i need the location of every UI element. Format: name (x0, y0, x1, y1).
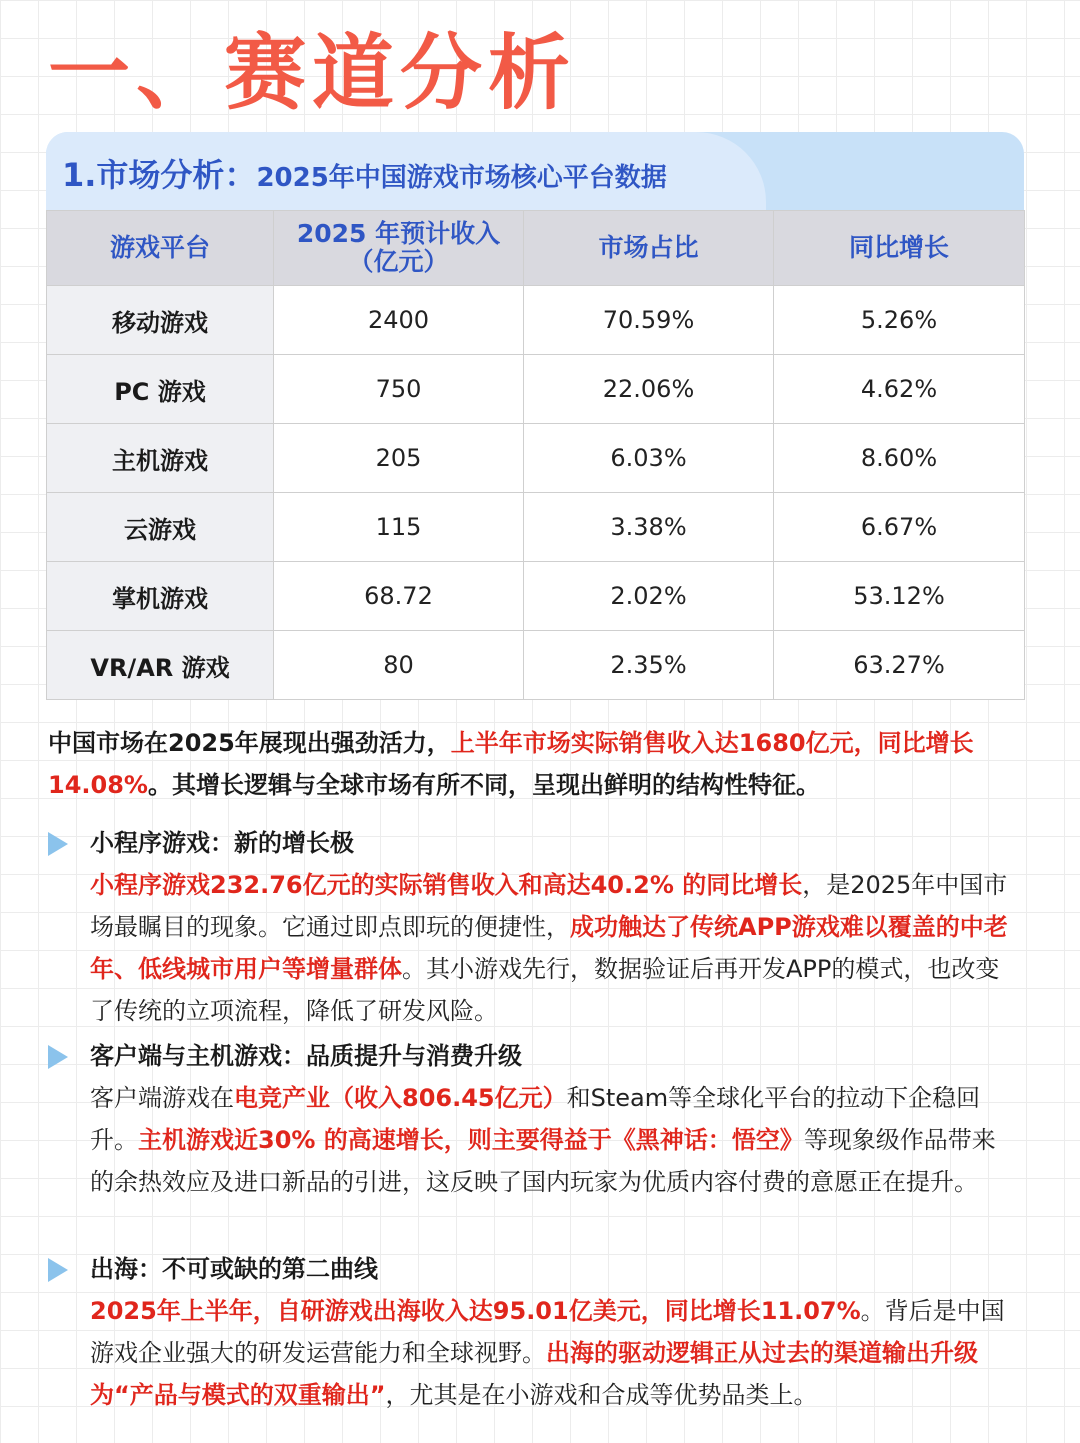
cell-revenue: 2400 (274, 286, 524, 355)
cell-share: 2.02% (524, 562, 774, 631)
body-text: ，是2025年中国市场最瞩目的现象。它通过即点即玩的便捷性， (90, 871, 1008, 941)
cell-revenue: 80 (274, 631, 524, 700)
cell-platform: 主机游戏 (47, 424, 274, 493)
intro-highlight: 上半年市场实际销售收入达1680亿元，同比增长14.08% (48, 729, 974, 799)
highlight-text: 出海的驱动逻辑正从过去的渠道输出升级为“产品与模式的双重输出” (90, 1339, 978, 1409)
cell-growth: 53.12% (774, 562, 1025, 631)
bullet-paragraph (90, 864, 1012, 1032)
table-row (47, 424, 1025, 493)
highlight-text: 成功触达了传统APP游戏难以覆盖的中老年、低线城市用户等增量群体 (90, 913, 1008, 983)
bullet-heading (48, 822, 354, 864)
body-text: 等现象级作品带来的余热效应及进口新品的引进，这反映了国内玩家为优质内容付费的意愿正在提升。 (90, 1126, 996, 1196)
triangle-bullet-icon (48, 832, 68, 856)
platform-data-table (46, 210, 1025, 700)
header-revenue-label: 2025 年预计收入（亿元） (296, 219, 501, 276)
section-subtitle: 2025年中国游戏市场核心平台数据 (256, 163, 667, 193)
cell-growth: 4.62% (774, 355, 1025, 424)
highlight-text: 2025年上半年，自研游戏出海收入达95.01亿美元，同比增长11.07% (90, 1297, 861, 1325)
cell-revenue: 750 (274, 355, 524, 424)
highlight-text: 电竞产业（收入806.45亿元） (234, 1084, 567, 1112)
table-row (47, 286, 1025, 355)
intro-text: 中国市场在2025年展现出强劲活力， (48, 729, 451, 757)
cell-growth: 6.67% (774, 493, 1025, 562)
table-row (47, 562, 1025, 631)
bullet-heading (48, 1035, 522, 1077)
triangle-bullet-icon (48, 1258, 68, 1282)
cell-share: 70.59% (524, 286, 774, 355)
section-number: 1.市场分析： (62, 156, 257, 194)
header-revenue (274, 211, 524, 286)
cell-revenue: 68.72 (274, 562, 524, 631)
body-text: 。背后是中国游戏企业强大的研发运营能力和全球视野。 (90, 1297, 1005, 1367)
bullet-paragraph (90, 1077, 1012, 1203)
bullet-title: 出海：不可或缺的第二曲线 (90, 1255, 378, 1283)
table-row (47, 493, 1025, 562)
triangle-bullet-icon (48, 1045, 68, 1069)
table-header-row (47, 211, 1025, 286)
cell-platform: 云游戏 (47, 493, 274, 562)
highlight-text: 主机游戏近30% 的高速增长，则主要得益于《黑神话：悟空》 (138, 1126, 804, 1154)
bullet-paragraph (90, 1290, 1012, 1416)
body-text: 。其小游戏先行，数据验证后再开发APP的模式，也改变了传统的立项流程，降低了研发风险。 (90, 955, 1000, 1025)
cell-revenue: 205 (274, 424, 524, 493)
cell-platform: VR/AR 游戏 (47, 631, 274, 700)
bullet-title: 客户端与主机游戏：品质提升与消费升级 (90, 1042, 522, 1070)
cell-share: 6.03% (524, 424, 774, 493)
bullet-title: 小程序游戏：新的增长极 (90, 829, 354, 857)
cell-share: 2.35% (524, 631, 774, 700)
body-text: 和Steam等全球化平台的拉动下企稳回升。 (90, 1084, 981, 1154)
cell-growth: 5.26% (774, 286, 1025, 355)
cell-share: 22.06% (524, 355, 774, 424)
body-text: ，尤其是在小游戏和合成等优势品类上。 (385, 1381, 818, 1409)
body-text: 客户端游戏在 (90, 1084, 234, 1112)
cell-platform: PC 游戏 (47, 355, 274, 424)
cell-revenue: 115 (274, 493, 524, 562)
cell-growth: 8.60% (774, 424, 1025, 493)
cell-platform: 移动游戏 (47, 286, 274, 355)
header-platform: 游戏平台 (47, 211, 274, 286)
header-growth: 同比增长 (774, 211, 1025, 286)
table-row (47, 355, 1025, 424)
cell-platform: 掌机游戏 (47, 562, 274, 631)
header-share: 市场占比 (524, 211, 774, 286)
cell-share: 3.38% (524, 493, 774, 562)
intro-paragraph (48, 722, 1008, 806)
cell-growth: 63.27% (774, 631, 1025, 700)
highlight-text: 小程序游戏232.76亿元的实际销售收入和高达40.2% 的同比增长 (90, 871, 803, 899)
bullet-heading (48, 1248, 378, 1290)
intro-text: 。其增长逻辑与全球市场有所不同，呈现出鲜明的结构性特征。 (147, 771, 820, 799)
section-heading (62, 150, 667, 196)
page-title: 一、赛道分析 (48, 25, 577, 121)
table-row (47, 631, 1025, 700)
